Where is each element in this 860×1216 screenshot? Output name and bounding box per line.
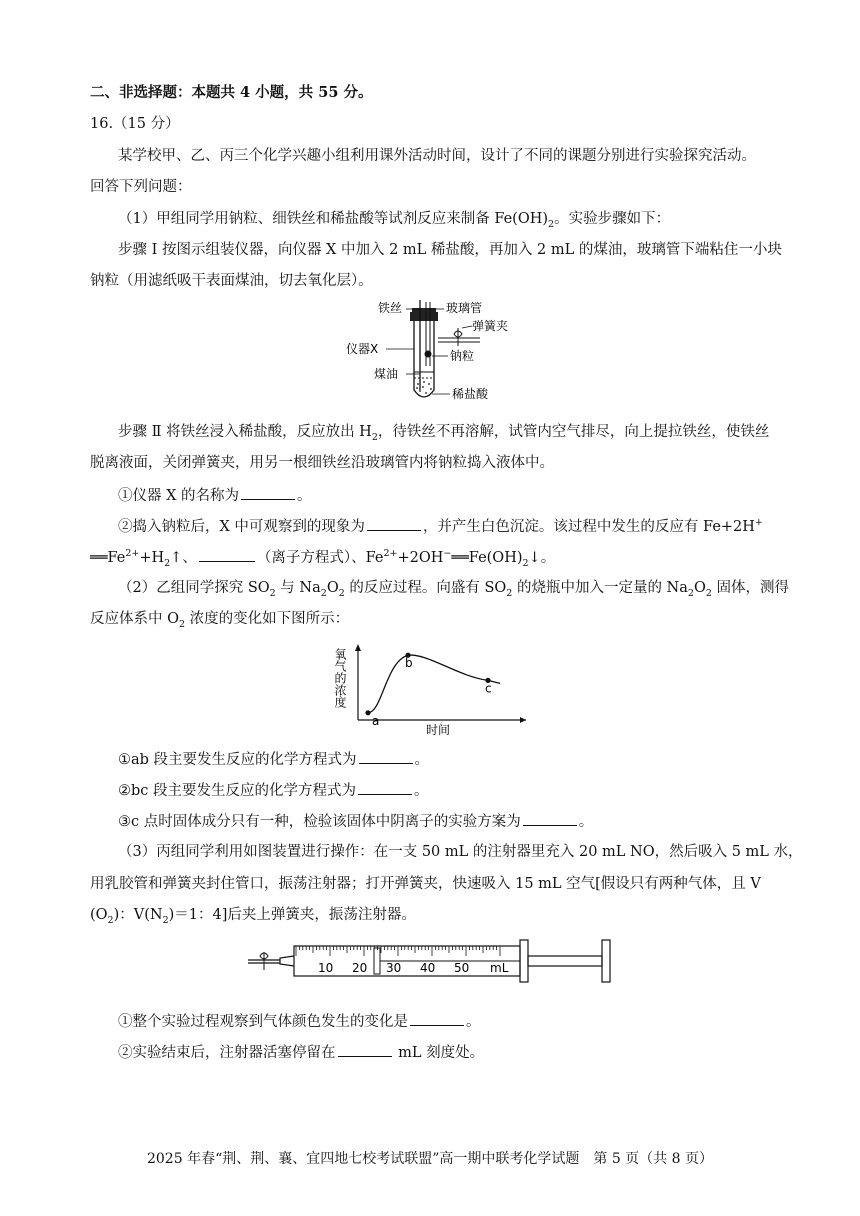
question-2-1: ①ab 段主要发生反应的化学方程式为 。 — [118, 749, 429, 770]
label-dilute-hcl: 稀盐酸 — [452, 387, 489, 401]
syringe-figure — [240, 934, 640, 990]
page-footer: 2025 年春“荆、荆、襄、宜四地七校考试联盟”高一期中联考化学试题 第 5 页（共 8 页） — [146, 1151, 713, 1167]
equation-line: $══Fe^{2+}+H_2↑$、 （离子方程式）、$Fe^{2+}+2OH^-══Fe(OH)_2↓$。 — [90, 548, 556, 569]
question-2-3: ③c 点时固体成分只有一种，检验该固体中阴离子的实验方案为 。 — [118, 811, 593, 832]
answer-blank[interactable] — [338, 1042, 392, 1057]
label-sodium: 钠粒 — [450, 349, 475, 363]
oxygen-concentration-chart — [330, 640, 530, 736]
question-1-1: ①仪器 X 的名称为 。 — [118, 485, 312, 506]
label-spring-clip: 弹簧夹 — [472, 319, 509, 333]
answer-blank[interactable] — [359, 749, 413, 764]
question-3-1: ①整个实验过程观察到气体颜色发生的变化是 。 — [118, 1011, 481, 1032]
step-1-line-a: 步骤 Ⅰ 按图示组装仪器，向仪器 X 中加入 2 mL 稀盐酸，再加入 2 mL 的煤油，玻璃管下端粘住一小块 — [118, 242, 782, 258]
intro-line-1: 某学校甲、乙、丙三个化学兴趣小组利用课外活动时间，设计了不同的课题分别进行实验探究活动。 — [118, 148, 756, 164]
part-3-line-b: 用乳胶管和弹簧夹封住管口，振荡注射器；打开弹簧夹，快速吸入 15 mL 空气[假设只有两种气体，且 V — [90, 876, 761, 892]
series-line — [368, 655, 500, 713]
point-label-b: b — [405, 656, 413, 671]
answer-blank[interactable] — [410, 1011, 464, 1026]
y-axis-label: 氧气的浓度 — [333, 648, 347, 708]
question-2-2: ②bc 段主要发生反应的化学方程式为 。 — [118, 780, 429, 801]
part-2-line-a: （2）乙组同学探究 $SO_2$ 与 $Na_2O_2$ 的反应过程。向盛有 $SO_2$ 的烧瓶中加入一定量的 $Na_2O_2$ 固体，测得 — [118, 580, 789, 599]
label-glass-tube: 玻璃管 — [446, 301, 483, 315]
answer-blank[interactable] — [241, 485, 295, 500]
question-1-2: ②捣入钠粒后，X 中可观察到的现象为 ，并产生白色沉淀。该过程中发生的反应有 Fe+2H+ — [118, 517, 763, 535]
step-2-line-a: 步骤 Ⅱ 将铁丝浸入稀盐酸，反应放出 $H_2$，待铁丝不再溶解，试管内空气排尽，向上提拉铁丝，使铁丝 — [118, 424, 770, 443]
step-2-line-b: 脱离液面，关闭弹簧夹，用另一根细铁丝沿玻璃管内将钠粒捣入液体中。 — [90, 455, 554, 471]
x-axis-label: 时间 — [426, 723, 451, 736]
label-iron-wire: 铁丝 — [378, 301, 403, 315]
syringe-tick-20: 20 — [352, 961, 368, 975]
answer-blank[interactable] — [367, 516, 421, 531]
label-kerosene: 煤油 — [374, 367, 399, 381]
point-a — [365, 710, 370, 715]
question-header: 16.（15 分） — [90, 116, 180, 132]
label-instrument-x: 仪器X — [346, 342, 379, 356]
part-2-line-b: 反应体系中 $O_2$ 浓度的变化如下图所示： — [90, 611, 350, 630]
question-3-2: ②实验结束后，注射器活塞停留在 mL 刻度处。 — [118, 1042, 484, 1063]
syringe-tick-50: 50 — [454, 961, 470, 975]
point-label-c: c — [485, 681, 492, 696]
section-title: 二、非选择题：本题共 4 小题，共 55 分。 — [90, 84, 373, 101]
part-3-line-a: （3）丙组同学利用如图装置进行操作：在一支 50 mL 的注射器里充入 20 mL NO，然后吸入 5 mL 水， — [118, 844, 803, 860]
apparatus-figure — [340, 298, 540, 408]
answer-blank[interactable] — [523, 811, 577, 826]
answer-blank[interactable] — [199, 547, 255, 562]
point-label-a: a — [372, 713, 380, 728]
part-3-line-c: $(O_2)$：$V(N_2)=1$：4]后夹上弹簧夹，振荡注射器。 — [90, 907, 416, 926]
part-1-line: （1）甲组同学用钠粒、细铁丝和稀盐酸等试剂反应来制备 $Fe(OH)_2$。实验步骤如下： — [118, 211, 671, 230]
syringe-unit: mL — [490, 961, 509, 975]
syringe-tick-30: 30 — [386, 961, 402, 975]
intro-line-2: 回答下列问题： — [90, 179, 192, 195]
syringe-tick-40: 40 — [420, 961, 436, 975]
answer-blank[interactable] — [358, 780, 412, 795]
syringe-tick-10: 10 — [318, 961, 334, 975]
step-1-line-b: 钠粒（用滤纸吸干表面煤油，切去氧化层）。 — [90, 273, 373, 289]
